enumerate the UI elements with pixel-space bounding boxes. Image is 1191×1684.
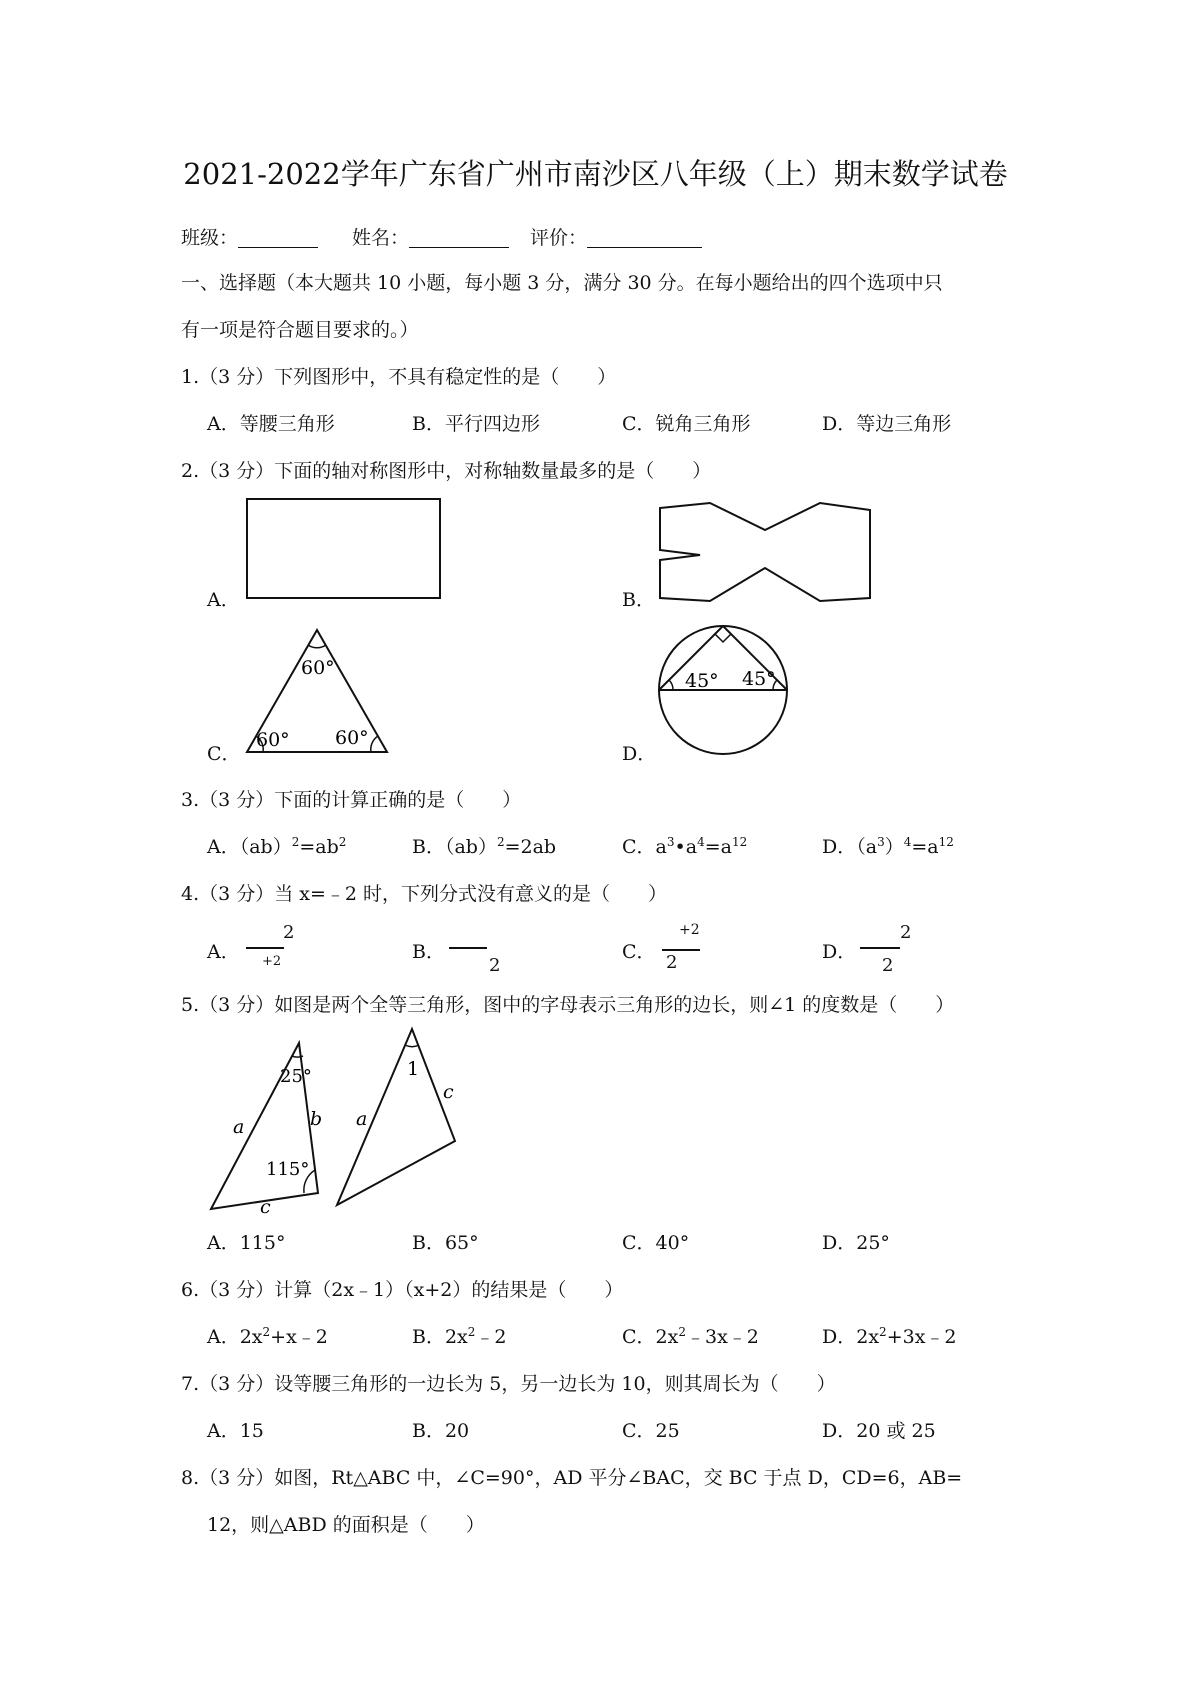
label-side-b: b bbox=[310, 1108, 323, 1130]
question-3-option-b: B．（ab）$^2$=2ab bbox=[412, 835, 557, 858]
question-6-stem: 6.（3 分）计算（2x﹣1）（x+2）的结果是（ ） bbox=[181, 1279, 624, 1301]
equilateral-triangle-figure bbox=[240, 622, 400, 757]
question-4-option-d-label: D． bbox=[822, 941, 857, 963]
congruent-triangles-figure bbox=[200, 1025, 470, 1220]
fraction-d-numerator: 2 bbox=[900, 922, 912, 943]
rectangle-figure bbox=[240, 492, 450, 602]
question-6-option-c: C．$2x^2﹣3x﹣2$ bbox=[622, 1325, 759, 1348]
question-7-option-b: B．20 bbox=[412, 1420, 470, 1442]
angle-label-45-right: 45° bbox=[742, 668, 776, 690]
label-side-c-right: c bbox=[443, 1081, 454, 1103]
question-2-option-b: B． bbox=[622, 589, 655, 611]
question-1-option-c: C．锐角三角形 bbox=[622, 413, 751, 435]
label-side-a-right: a bbox=[356, 1108, 368, 1130]
class-label: 班级： bbox=[181, 227, 239, 249]
question-3-stem: 3.（3 分）下面的计算正确的是（ ） bbox=[181, 789, 522, 811]
question-7-option-a: A．15 bbox=[207, 1420, 264, 1442]
fraction-a-numerator: 2 bbox=[283, 922, 295, 943]
question-2-option-c: C． bbox=[207, 743, 241, 765]
question-7-stem: 7.（3 分）设等腰三角形的一边长为 5，另一边长为 10，则其周长为（ ） bbox=[181, 1373, 836, 1395]
question-4-option-a-label: A． bbox=[207, 941, 240, 963]
fraction-a-denominator: +2 bbox=[262, 954, 282, 969]
fraction-bar-a bbox=[246, 947, 284, 949]
fraction-d-denominator: 2 bbox=[882, 955, 894, 976]
label-side-c-left: c bbox=[260, 1196, 271, 1218]
label-25-degree: 25° bbox=[280, 1066, 312, 1087]
rating-field bbox=[530, 223, 702, 250]
question-6-option-d: D．$2x^2+3x﹣2$ bbox=[822, 1325, 957, 1348]
question-3-option-c: C．$a^3•a^4=a^{12}$ bbox=[622, 835, 748, 858]
question-5-stem: 5.（3 分）如图是两个全等三角形，图中的字母表示三角形的边长，则∠1 的度数是（ ） bbox=[181, 994, 955, 1016]
question-6-option-a: A．$2x^2+x﹣2$ bbox=[207, 1325, 328, 1348]
name-label: 姓名： bbox=[352, 227, 410, 249]
question-8-stem-line1: 8.（3 分）如图，Rt△ABC 中，∠C=90°，AD 平分∠BAC，交 BC 于点 D，CD=6，AB= bbox=[181, 1467, 963, 1489]
page-title: 2021-2022学年广东省广州市南沙区八年级（上）期末数学试卷 bbox=[183, 157, 1008, 191]
fraction-bar-c bbox=[662, 949, 700, 951]
question-5-option-b: B．65° bbox=[412, 1232, 479, 1254]
question-3-option-a: A．$(ab)^2=ab^2$ bbox=[207, 835, 347, 858]
angle-label-right: 60° bbox=[335, 727, 369, 749]
question-4-option-c-label: C． bbox=[622, 941, 656, 963]
rating-label: 评价： bbox=[530, 227, 588, 249]
question-7-option-c: C．25 bbox=[622, 1420, 680, 1442]
class-blank bbox=[238, 229, 318, 248]
question-1-option-b: B．平行四边形 bbox=[412, 413, 540, 435]
label-angle-1: 1 bbox=[407, 1058, 420, 1080]
label-side-a-left: a bbox=[233, 1116, 245, 1138]
fraction-bar-d bbox=[860, 947, 900, 949]
circle-triangle-figure bbox=[655, 615, 795, 763]
question-5-option-a: A．115° bbox=[207, 1232, 286, 1254]
question-2-option-d: D． bbox=[622, 743, 657, 765]
section-heading-line2: 有一项是符合题目要求的。） bbox=[181, 319, 419, 341]
question-1-stem: 1.（3 分）下列图形中，不具有稳定性的是（ ） bbox=[181, 366, 617, 388]
fraction-b-denominator: 2 bbox=[489, 955, 501, 976]
question-6-option-b: B．$2x^2﹣2$ bbox=[412, 1325, 507, 1348]
fraction-bar-b bbox=[449, 947, 487, 949]
name-field bbox=[352, 223, 509, 250]
question-4-option-b-label: B． bbox=[412, 941, 445, 963]
angle-label-45-left: 45° bbox=[685, 670, 719, 692]
question-2-option-a: A． bbox=[207, 589, 240, 611]
question-8-stem-line2: 12，则△ABD 的面积是（ ） bbox=[207, 1514, 485, 1536]
rating-blank bbox=[587, 229, 702, 248]
question-7-option-d: D．20 或 25 bbox=[822, 1420, 936, 1442]
fraction-c-denominator: 2 bbox=[666, 952, 678, 973]
x-shape-figure bbox=[655, 498, 885, 608]
fraction-c-numerator: +2 bbox=[679, 922, 700, 938]
question-3-option-d: D．$(a^3)^4=a^{12}$ bbox=[822, 835, 954, 858]
question-1-option-a: A．等腰三角形 bbox=[207, 413, 335, 435]
question-4-stem: 4.（3 分）当 x=﹣2 时，下列分式没有意义的是（ ） bbox=[181, 883, 668, 905]
question-5-option-c: C．40° bbox=[622, 1232, 690, 1254]
angle-label-left: 60° bbox=[256, 729, 290, 751]
label-115-degree: 115° bbox=[266, 1159, 310, 1180]
angle-label-top: 60° bbox=[301, 657, 335, 679]
question-2-stem: 2.（3 分）下面的轴对称图形中，对称轴数量最多的是（ ） bbox=[181, 460, 712, 482]
question-5-option-d: D．25° bbox=[822, 1232, 890, 1254]
section-heading-line1: 一、选择题（本大题共 10 小题，每小题 3 分，满分 30 分。在每小题给出的四个选项中只 bbox=[181, 272, 943, 294]
name-blank bbox=[409, 229, 509, 248]
class-field bbox=[181, 223, 318, 250]
question-1-option-d: D．等边三角形 bbox=[822, 413, 952, 435]
